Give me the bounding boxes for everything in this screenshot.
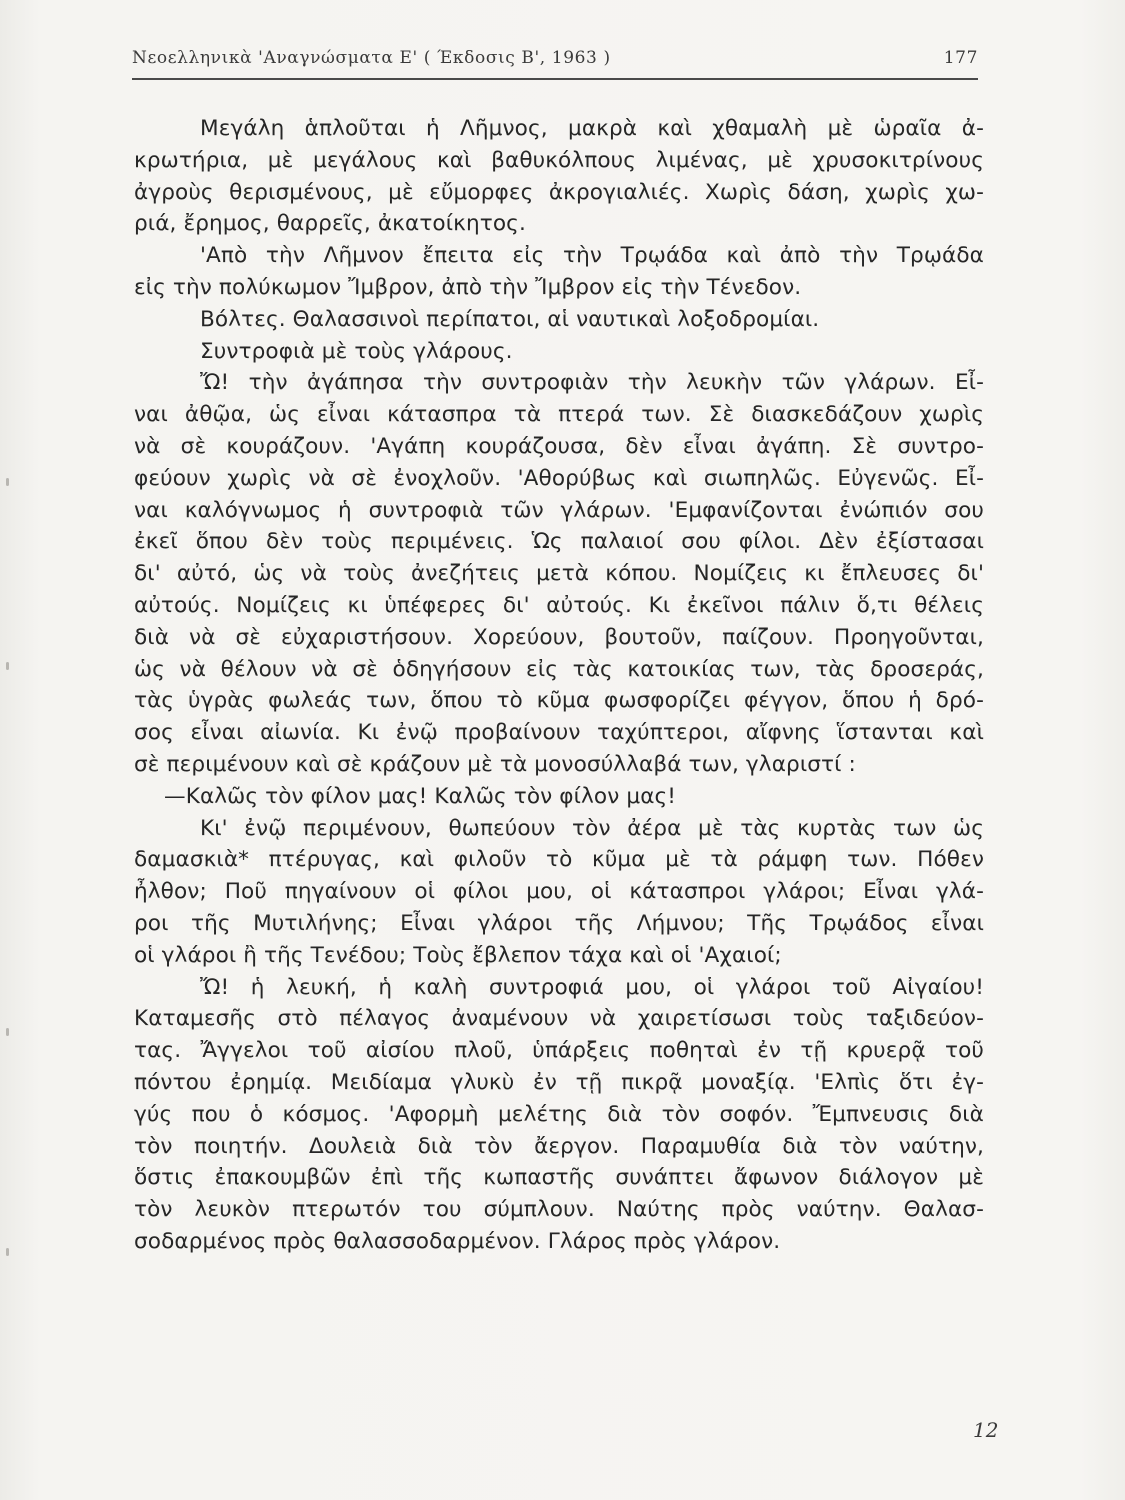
text-line: Βόλτες. Θαλασσινοὶ περίπατοι, αἱ ναυτικαὶ λοξοδρομίαι.	[200, 306, 820, 332]
text-line: ἦλθον; Ποῦ πηγαίνουν οἱ φίλοι μου, οἱ κάτασπροι γλάροι; Εἶναι γλά-	[134, 879, 984, 905]
body-text	[134, 113, 984, 1258]
page-number: 177	[943, 48, 978, 68]
text-line: οἱ γλάροι ἢ τῆς Τενέδου; Τοὺς ἔβλεπον τάχα καὶ οἱ 'Αχαιοί;	[134, 942, 782, 968]
text-line: νὰ σὲ κουράζουν. 'Αγάπη κουράζουσα, δὲν εἶναι ἀγάπη. Σὲ συντρο-	[134, 433, 984, 459]
running-head-title: Νεοελληνικὰ 'Αναγνώσματα Ε' ( Έκδοσις Β', 1963 )	[132, 48, 611, 68]
text-line: ριά, ἔρημος, θαρρεῖς, ἀκατοίκητος.	[134, 211, 526, 237]
text-line: διὰ νὰ σὲ εὐχαριστήσουν. Χορεύουν, βουτοῦν, παίζουν. Προηγοῦνται,	[134, 624, 984, 650]
text-line: Μεγάλη ἁπλοῦται ἡ Λῆμνος, μακρὰ καὶ χθαμαλὴ μὲ ὡραῖα ἀ-	[200, 116, 984, 141]
text-line: Καταμεσῆς στὸ πέλαγος ἀναμένουν νὰ χαιρετίσωσι τοὺς ταξιδεύον-	[134, 1006, 984, 1032]
text-line: ναι καλόγνωμος ἡ συντροφιὰ τῶν γλάρων. 'Εμφανίζονται ἐνώπιόν σου	[134, 497, 984, 523]
text-line: Κι' ἐνῷ περιμένουν, θωπεύουν τὸν ἀέρα μὲ τὰς κυρτὰς των ὡς	[200, 815, 984, 841]
text-line: δαμασκιὰ* πτέρυγας, καὶ φιλοῦν τὸ κῦμα μὲ τὰ ράμφη των. Πόθεν	[134, 847, 984, 873]
text-line: γύς που ὁ κόσμος. 'Αφορμὴ μελέτης διὰ τὸν σοφόν. Ἔμπνευσις διὰ	[134, 1101, 984, 1127]
text-line: ὅστις ἐπακουμβῶν ἐπὶ τῆς κωπαστῆς συνάπτει ἄφωνον διάλογον μὲ	[134, 1165, 984, 1191]
text-line: Συντροφιὰ μὲ τοὺς γλάρους.	[200, 338, 513, 364]
signature-mark: 12	[973, 1418, 999, 1442]
text-line: σοδαρμένος πρὸς θαλασσοδαρμένον. Γλάρος πρὸς γλάρον.	[134, 1228, 781, 1254]
text-line: φεύουν χωρὶς νὰ σὲ ἐνοχλοῦν. 'Αθορύβως καὶ σιωπηλῶς. Εὐγενῶς. Εἶ-	[134, 465, 984, 491]
binding-mark	[6, 1248, 9, 1256]
text-line: τὰς ὑγρὰς φωλεάς των, ὅπου τὸ κῦμα φωσφορίζει φέγγον, ὅπου ἡ δρό-	[134, 688, 984, 714]
text-line: Ὤ! τὴν ἀγάπησα τὴν συντροφιὰν τὴν λευκὴν τῶν γλάρων. Εἶ-	[200, 370, 984, 396]
text-line: σος εἶναι αἰωνία. Κι ἐνῷ προβαίνουν ταχύπτεροι, αἴφνης ἵστανται καὶ	[134, 720, 984, 746]
text-line: σὲ περιμένουν καὶ σὲ κράζουν μὲ τὰ μονοσύλλαβά των, γλαριστί :	[134, 751, 856, 777]
binding-mark	[6, 478, 9, 486]
text-line: Ὤ! ἡ λευκή, ἡ καλὴ συντροφιά μου, οἱ γλάροι τοῦ Αἰγαίου!	[200, 974, 984, 1000]
text-line: 'Απὸ τὴν Λῆμνον ἔπειτα εἰς τὴν Τρῳάδα καὶ ἀπὸ τὴν Τρῳάδα	[200, 243, 984, 269]
text-line: αὐτούς. Νομίζεις κι ὑπέφερες δι' αὐτούς. Κι ἐκεῖνοι πάλιν ὅ,τι θέλεις	[134, 592, 984, 618]
text-line: πόντου ἐρημίᾳ. Μειδίαμα γλυκὺ ἐν τῇ πικρᾷ μοναξίᾳ. 'Ελπὶς ὅτι ἐγ-	[134, 1069, 984, 1095]
text-line: ὡς νὰ θέλουν νὰ σὲ ὁδηγήσουν εἰς τὰς κατοικίας των, τὰς δροσεράς,	[134, 656, 984, 682]
text-line: ἐκεῖ ὅπου δὲν τοὺς περιμένεις. Ὡς παλαιοί σου φίλοι. Δὲν ἐξίστασαι	[134, 529, 984, 555]
binding-mark	[6, 1028, 9, 1036]
text-line: ἀγροὺς θερισμένους, μὲ εὔμορφες ἀκρογιαλιές. Χωρὶς δάση, χωρὶς χω-	[134, 179, 984, 205]
text-line: τὸν ποιητήν. Δουλειὰ διὰ τὸν ἄεργον. Παραμυθία διὰ τὸν ναύτην,	[134, 1133, 984, 1159]
text-line: —Καλῶς τὸν φίλον μας! Καλῶς τὸν φίλον μας!	[164, 783, 677, 809]
text-line: τας. Ἄγγελοι τοῦ αἰσίου πλοῦ, ὑπάρξεις ποθηταὶ ἐν τῇ κρυερᾷ τοῦ	[134, 1038, 984, 1064]
text-line: κρωτήρια, μὲ μεγάλους καὶ βαθυκόλπους λιμένας, μὲ χρυσοκιτρίνους	[134, 147, 984, 173]
header-rule	[132, 78, 978, 80]
binding-mark	[6, 662, 9, 670]
text-line: ροι τῆς Μυτιλήνης; Εἶναι γλάροι τῆς Λήμνου; Τῆς Τρῳάδος εἶναι	[134, 910, 984, 936]
text-line: ναι ἀθῷα, ὡς εἶναι κάτασπρα τὰ πτερά των. Σὲ διασκεδάζουν χωρὶς	[134, 402, 984, 428]
text-line: τὸν λευκὸν πτερωτόν του σύμπλουν. Ναύτης πρὸς ναύτην. Θαλασ-	[134, 1197, 984, 1223]
text-line: δι' αὐτό, ὡς νὰ τοὺς ἀνεζήτεις μετὰ κόπου. Νομίζεις κι ἔπλευσες δι'	[134, 561, 984, 587]
running-head	[132, 44, 978, 74]
text-line: εἰς τὴν πολύκωμον Ἴμβρον, ἀπὸ τὴν Ἴμβρον εἰς τὴν Τένεδον.	[134, 274, 802, 300]
